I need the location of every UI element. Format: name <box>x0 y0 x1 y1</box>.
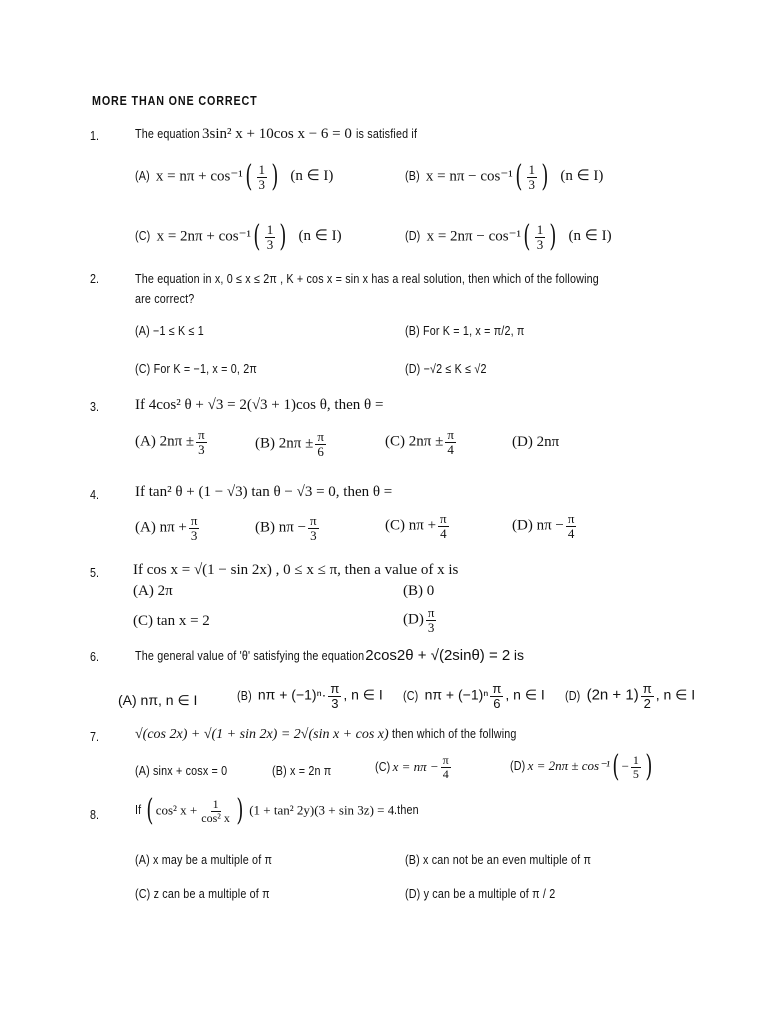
question-6-option-b[interactable]: (B) nπ + (−1)ⁿ· $\frac{\pi}{3}$ , n ∈ I <box>237 681 383 711</box>
question-5-option-a[interactable]: (A) 2π <box>133 583 173 599</box>
question-7-option-a[interactable]: (A) sinx + cosx = 0 <box>135 764 228 778</box>
question-3-option-c[interactable]: (C) 2nπ ± $\frac{\pi}{4}$ <box>385 427 454 457</box>
question-1-number: 1. <box>90 129 99 143</box>
question-5-stem: If cos x = √(1 − sin 2x) , 0 ≤ x ≤ π, then a value of x is <box>133 562 459 578</box>
question-4-stem: If tan² θ + (1 − √3) tan θ − √3 = 0, then θ = <box>135 484 393 500</box>
question-2-option-d[interactable]: (D) −√2 ≤ K ≤ √2 <box>405 362 487 376</box>
question-8-option-a[interactable]: (A) x may be a multiple of π <box>135 853 273 867</box>
question-3-option-d[interactable]: (D) 2nπ <box>512 434 560 450</box>
question-1-option-d[interactable]: (D) x = 2nπ − cos⁻¹( $\frac{1}{3}$ ) (n ∈ I) <box>405 219 612 254</box>
question-2-stem-line2: are correct? <box>135 292 195 306</box>
question-4-option-c[interactable]: (C) nπ + $\frac{\pi}{4}$ <box>385 511 447 541</box>
question-3-stem: If 4cos² θ + √3 = 2(√3 + 1)cos θ, then θ = <box>135 397 384 413</box>
question-6-number: 6. <box>90 650 99 664</box>
question-4-option-b[interactable]: (B) nπ − $\frac{\pi}{3}$ <box>255 513 317 543</box>
question-6-option-c[interactable]: (C) nπ + (−1)ⁿ $\frac{\pi}{6}$ , n ∈ I <box>403 681 545 711</box>
question-6-option-d[interactable]: (D) (2n + 1) $\frac{\pi}{2}$ , n ∈ I <box>565 681 696 711</box>
question-7-stem: √(cos 2x) + √(1 + sin 2x) = 2√(sin x + cos x) then which of the follwing <box>135 727 517 742</box>
question-8-number: 8. <box>90 808 99 822</box>
question-8-option-b[interactable]: (B) x can not be an even multiple of π <box>405 853 592 867</box>
question-8-option-c[interactable]: (C) z can be a multiple of π <box>135 887 270 901</box>
question-2-number: 2. <box>90 272 99 286</box>
question-1-option-a[interactable]: (A) x = nπ + cos⁻¹( $\frac{1}{3}$ ) (n ∈ I) <box>135 159 334 194</box>
question-2-option-b[interactable]: (B) For K = 1, x = π/2, π <box>405 324 525 338</box>
question-5-option-b[interactable]: (B) 0 <box>403 583 435 599</box>
question-3-option-a[interactable]: (A) 2nπ ± $\frac{\pi}{3}$ <box>135 427 205 457</box>
question-4-number: 4. <box>90 488 99 502</box>
question-5-option-d[interactable]: (D) $\frac{\pi}{3}$ <box>403 605 435 635</box>
question-5-option-c[interactable]: (C) tan x = 2 <box>133 613 210 629</box>
question-4-option-a[interactable]: (A) nπ + $\frac{\pi}{3}$ <box>135 513 198 543</box>
question-3-number: 3. <box>90 400 99 414</box>
question-8-option-d[interactable]: (D) y can be a multiple of π / 2 <box>405 887 556 901</box>
question-1-option-c[interactable]: (C) x = 2nπ + cos⁻¹( $\frac{1}{3}$ ) (n ∈ I) <box>135 219 342 254</box>
question-5-number: 5. <box>90 566 99 580</box>
question-2-stem-line1: The equation in x, 0 ≤ x ≤ 2π , K + cos x = sin x has a real solution, then which of the following <box>135 272 599 286</box>
question-2-option-a[interactable]: (A) −1 ≤ K ≤ 1 <box>135 324 204 338</box>
question-1-option-b[interactable]: (B) x = nπ − cos⁻¹( $\frac{1}{3}$ ) (n ∈ I) <box>405 159 604 194</box>
question-6-stem: The general value of 'θ' satisfying the equation 2cos2θ + √(2sinθ) = 2 is <box>135 647 524 664</box>
question-7-option-c[interactable]: (C) x = nπ − $\frac{\pi}{4}$ <box>375 753 449 781</box>
question-1-stem: The equation 3sin² x + 10cos x − 6 = 0 is satisfied if <box>135 126 417 142</box>
question-8-stem: If ( cos² x + $\frac{1}{\text{cos² x}}$ ) (1 + tan² 2y)(3 + sin 3z) = 4.then <box>135 793 420 828</box>
question-4-option-d[interactable]: (D) nπ − $\frac{\pi}{4}$ <box>512 511 575 541</box>
question-7-option-b[interactable]: (B) x = 2n π <box>272 764 332 778</box>
question-7-option-d[interactable]: (D) x = 2nπ ± cos⁻¹( − $\frac{1}{5}$ ) <box>510 749 653 784</box>
question-6-option-a[interactable]: (A) nπ, n ∈ I <box>118 692 198 708</box>
question-7-number: 7. <box>90 730 99 744</box>
section-heading: MORE THAN ONE CORRECT <box>92 94 258 108</box>
question-3-option-b[interactable]: (B) 2nπ ± $\frac{\pi}{6}$ <box>255 429 324 459</box>
question-2-option-c[interactable]: (C) For K = −1, x = 0, 2π <box>135 362 257 376</box>
